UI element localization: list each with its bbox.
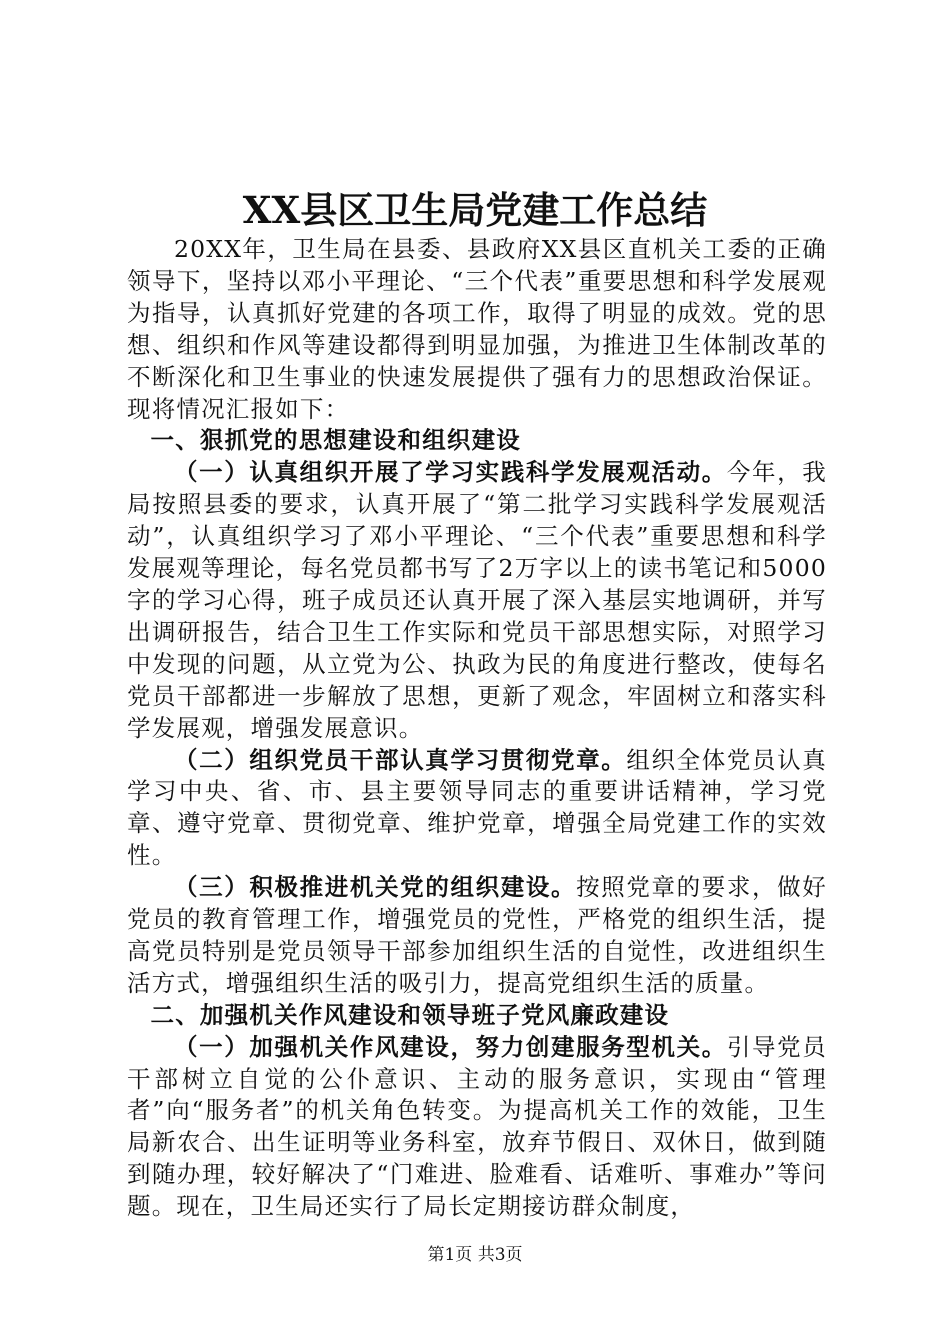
document-title: XX县区卫生局党建工作总结 — [242, 188, 708, 232]
section-2-paragraph-1 — [127, 1032, 827, 1223]
section-1-paragraph-2 — [127, 745, 827, 873]
paragraph-text: 按照党章的要求，做好党员的教育管理工作，增强党员的党性，严格党的组织生活，提高党员特别是党员领导干部参加组织生活的自觉性，改进组织生活方式，增强组织生活的吸引力，提高党组织生活的质量。 — [127, 873, 827, 997]
section-1-heading: 一、狠抓党的思想建设和组织建设 — [150, 426, 521, 455]
intro-paragraph: 20XX年，卫生局在县委、县政府XX县区直机关工委的正确领导下，坚持以邓小平理论、“三个代表”重要思想和科学发展观为指导，认真抓好党建的各项工作，取得了明显的成效。党的思想、组织和作风等建设都得到明显加强，为推进卫生体制改革的不断深化和卫生事业的快速发展提供了强有力的思想政治保证。现将情况汇报如下： — [127, 235, 827, 423]
section-2-heading: 二、加强机关作风建设和领导班子党风廉政建设 — [150, 1000, 670, 1029]
paragraph-lead: （三）积极推进机关党的组织建设。 — [174, 873, 577, 902]
paragraph-text: 今年，我局按照县委的要求，认真开展了“第二批学习实践科学发展观活动”，认真组织学习了邓小平理论、“三个代表”重要思想和科学发展观等理论，每名党员都书写了2万字以上的读书笔记和5000字的学习心得，班子成员还认真开展了深入基层实地调研，并写出调研报告，结合卫生工作实际和党员干部思想实际，对照学习中发现的问题，从立党为公、执政为民的角度进行整改，使每名党员干部都进一步解放了思想，更新了观念，牢固树立和落实科学发展观，增强发展意识。 — [127, 458, 827, 742]
page-footer: 第1页 共3页 — [427, 1245, 523, 1265]
paragraph-text: 引导党员干部树立自觉的公仆意识、主动的服务意识，实现由“管理者”向“服务者”的机关角色转变。为提高机关工作的效能，卫生局新农合、出生证明等业务科室，放弃节假日、双休日，做到随到随办理，较好解决了“门难进、脸难看、话难听、事难办”等问题。现在，卫生局还实行了局长定期接访群众制度， — [127, 1032, 827, 1221]
document-body — [127, 234, 827, 1223]
paragraph-text: 组织全体党员认真学习中央、省、市、县主要领导同志的重要讲话精神，学习党章、遵守党章、贯彻党章、维护党章，增强全局党建工作的实效性。 — [127, 745, 827, 870]
paragraph-lead: （二）组织党员干部认真学习贯彻党章。 — [174, 745, 627, 774]
section-1-paragraph-3 — [127, 872, 827, 1000]
paragraph-lead: （一）加强机关作风建设，努力创建服务型机关。 — [174, 1032, 727, 1061]
paragraph-lead: （一）认真组织开展了学习实践科学发展观活动。 — [174, 458, 727, 487]
section-1-paragraph-1 — [127, 457, 827, 744]
